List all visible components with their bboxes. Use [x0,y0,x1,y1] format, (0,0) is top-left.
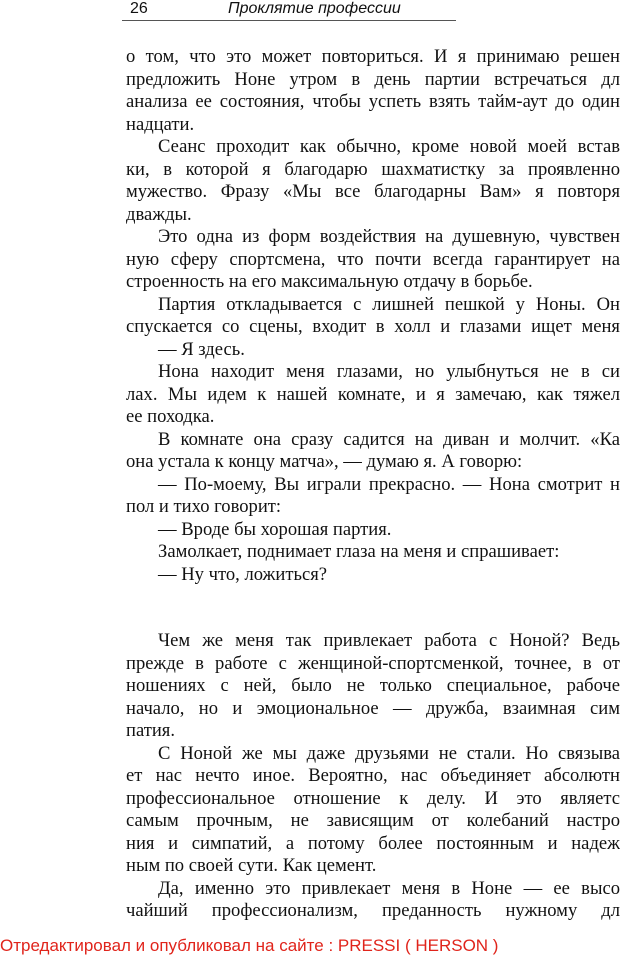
text-line: она устала к концу матча», — думаю я. А говорю: [126,451,523,472]
text-line: — Вроде бы хорошая партия. [158,518,392,540]
text-line: дважды. [126,203,192,225]
text-section-2 [126,630,620,923]
text-line: спускается со сцены, входит в холл и глазами ищет меня [126,316,620,337]
text-line: Чем же меня так привлекает работа с Ноной? Ведь [158,630,620,651]
text-line: Замолкает, поднимает глаза на меня и спрашивает: [158,541,560,562]
text-line: ее походка. [126,406,215,427]
page-number: 26 [130,0,148,17]
text-line: анализа ее состояния, чтобы успеть взять тайм-аут до один [126,91,620,112]
text-line: — Ну что, ложиться? [158,563,328,585]
text-line: предложить Ноне утром в день партии встречаться дл [126,68,620,90]
text-line: лах. Мы идем к нашей комнате, и я замечаю, как тяжел [126,383,620,405]
footer-credit: Отредактировал и опубликовал на сайте : PRESSI ( HERSON ) [0,936,499,955]
text-line: ношениях с ней, было не только специальное, рабоче [126,675,620,696]
text-line: Это одна из форм воздействия на душевную, чувствен [158,226,620,247]
text-line: мужество. Фразу «Мы все благодарны Вам» я повторя [126,181,620,202]
text-line: — Я здесь. [158,338,245,360]
text-section-1 [126,46,620,586]
text-line: строенность на его максимальную отдачу в борьбе. [126,271,533,292]
text-line: чайший профессионализм, преданность нужному дл [126,900,620,921]
text-line: — По-моему, Вы играли прекрасно. — Нона смотрит н [158,473,620,495]
text-line: ным по своей сути. Как цемент. [126,855,377,876]
section-gap [126,586,620,630]
text-line: о том, что это может повториться. И я принимаю решен [126,46,620,67]
text-line: Партия откладывается с лишней пешкой у Ноны. Он [158,293,620,315]
header-rule [122,20,456,21]
text-line: пол и тихо говорит: [126,496,282,517]
text-line: ет нас нечто иное. Вероятно, нас объединяет абсолютн [126,765,620,786]
text-line: ную сферу спортсмена, что почти всегда гарантирует на [126,248,620,270]
text-line: профессиональное отношение к делу. И это являетс [126,787,620,809]
text-line: С Ноной же мы даже друзьями не стали. Но связыва [158,742,620,764]
text-line: ния и симпатий, а потому более постоянным и надеж [126,832,620,854]
text-line: Сеанс проходит как обычно, кроме новой моей встав [158,136,620,157]
text-line: Да, именно это привлекает меня в Ноне — ее высо [158,877,620,899]
text-line: Нона находит меня глазами, но улыбнуться не в си [158,361,620,382]
page-header [0,0,620,24]
text-line: самым прочным, не зависящим от колебаний настро [126,810,620,831]
running-title: Проклятие профессии [228,0,401,17]
text-line: ки, в которой я благодарю шахматистку за проявленно [126,158,620,180]
body-text [126,46,620,923]
text-line: прежде в работе с женщиной-спортсменкой, точнее, в от [126,652,620,674]
text-line: патия. [126,720,175,741]
text-line: надцати. [126,113,195,135]
text-line: начало, но и эмоциональное — дружба, взаимная сим [126,697,620,719]
text-line: В комнате она сразу садится на диван и молчит. «Ка [158,428,620,450]
